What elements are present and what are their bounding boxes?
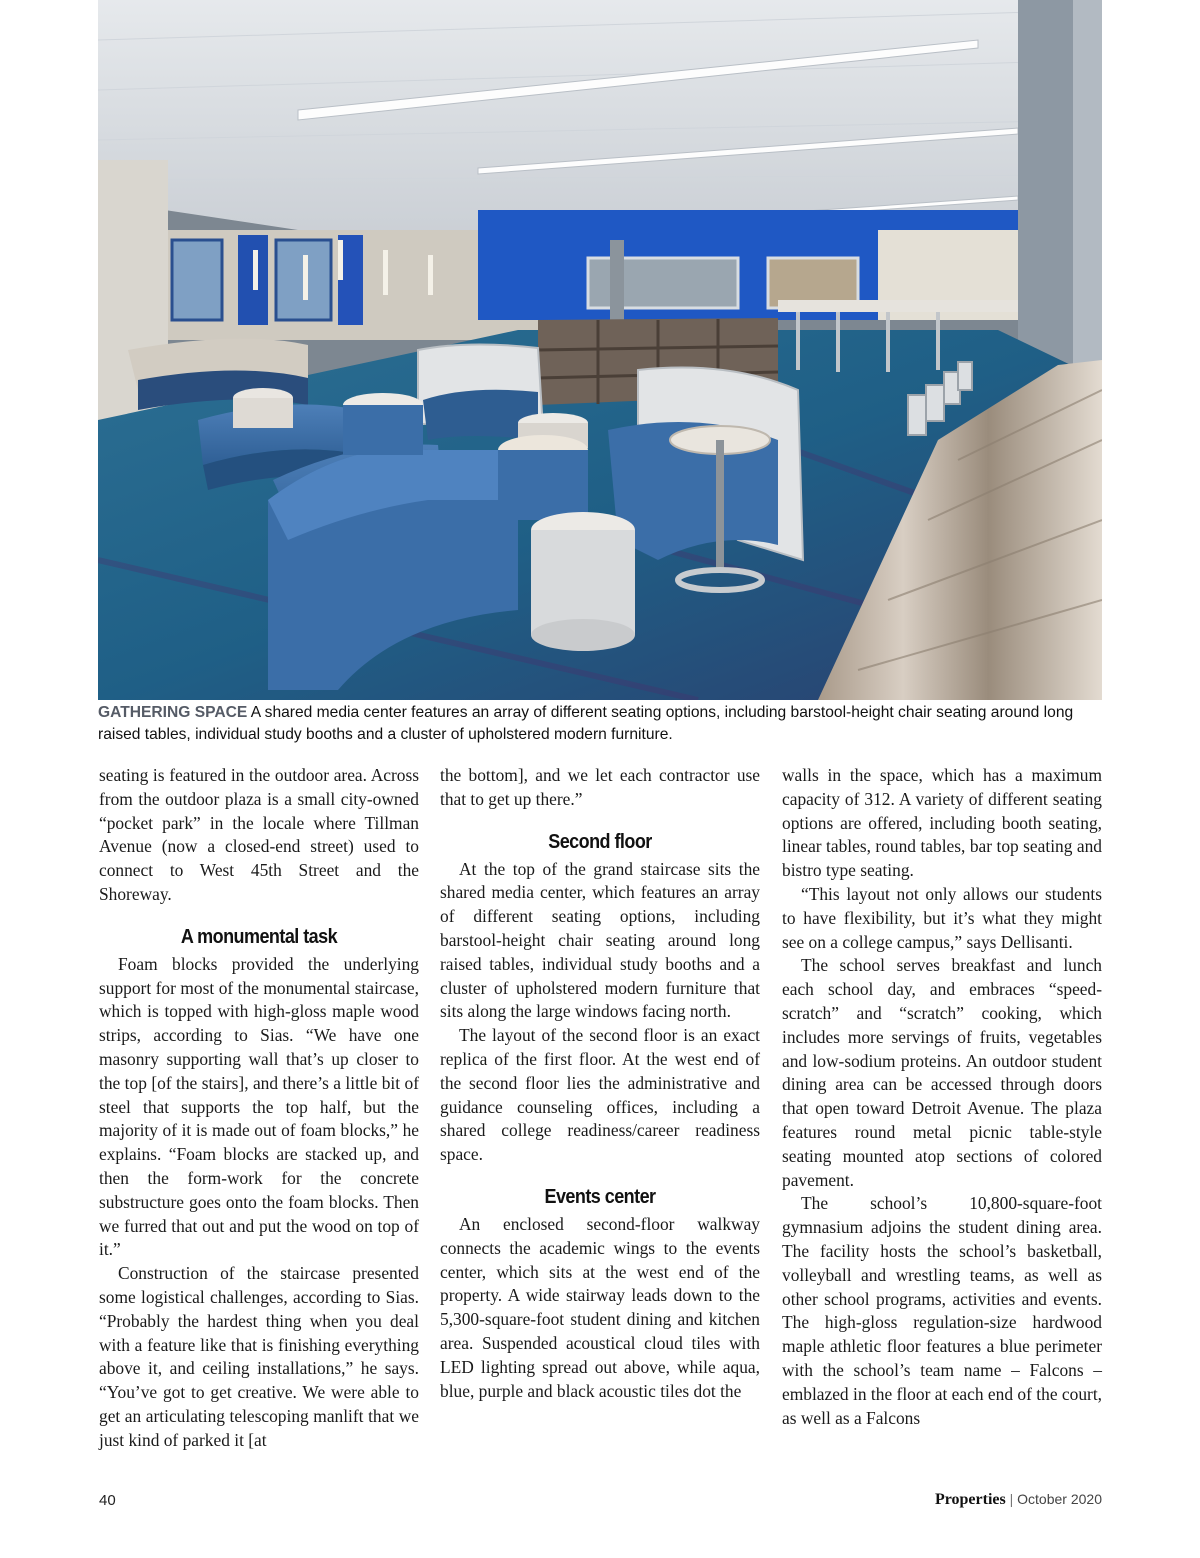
caption-lead: GATHERING SPACE bbox=[98, 704, 248, 721]
section-heading: A monumental task bbox=[180, 925, 338, 948]
paragraph: The school serves breakfast and lunch each school day, and embraces “speed-scratch” and “scratch” cooking, which includes more servings of fruits, vegetables and low-sodium proteins. An outdoor student dining area can be accessed through doors that open toward Detroit Avenue. The plaza features round metal picnic table-style seating mounted atop sections of colored pavement. bbox=[782, 955, 1102, 1190]
page-number: 40 bbox=[99, 1492, 116, 1509]
section-heading: Second floor bbox=[548, 830, 652, 853]
paragraph: The layout of the second floor is an exact replica of the first floor. At the west end of the second floor lies the administrative and guidance counseling offices, including a shared college readiness/career readiness space. bbox=[440, 1025, 760, 1165]
article-column-3 bbox=[782, 764, 1102, 1430]
paragraph: The school’s 10,800-square-foot gymnasium adjoins the student dining area. The facility hosts the school’s basketball, volleyball and wrestling teams, as well as other school programs, activities and events. The high-gloss regulation-size hardwood maple athletic floor features a blue perimeter with the school’s team name – Falcons – emblazed in the floor at each end of the court, as well as a Falcons bbox=[782, 1193, 1102, 1428]
issue-date: October 2020 bbox=[1017, 1491, 1102, 1507]
article-column-1 bbox=[99, 764, 419, 1453]
paragraph: seating is featured in the outdoor area. Across from the outdoor plaza is a small city-owned “pocket park” in the locale where Tillman Avenue (now a closed-end street) used to connect to West 45th Street and the Shoreway. bbox=[99, 765, 419, 904]
paragraph: Construction of the staircase presented some logistical challenges, according to Sias. “Probably the hardest thing when you deal with a feature like that is finishing everything above it, and ceiling installations,” he says. “You’ve got to get creative. We were able to get an articulating telescoping manlift that we just kind of parked it [at bbox=[99, 1263, 419, 1450]
paragraph: walls in the space, which has a maximum capacity of 312. A variety of different seating options are offered, including booth seating, linear tables, round tables, bar top seating and bistro type seating. bbox=[782, 765, 1102, 881]
publication-footer bbox=[935, 1491, 1102, 1509]
photo-caption bbox=[98, 702, 1104, 746]
gathering-space-photo bbox=[98, 0, 1102, 700]
paragraph: At the top of the grand staircase sits the shared media center, which features an array of different seating options, including barstool-height chair seating around long raised tables, individual study booths and a cluster of upholstered modern furniture that sits along the large windows facing north. bbox=[440, 858, 760, 1022]
caption-text: A shared media center features an array of different seating options, including barstool-height chair seating around long raised tables, individual study booths and a cluster of upholstered modern furniture. bbox=[98, 704, 1074, 743]
paragraph: An enclosed second-floor walkway connects the academic wings to the events center, which sits at the west end of the property. A wide stairway leads down to the 5,300-square-foot student dining and kitchen area. Suspended acoustical cloud tiles with LED lighting spread out above, while aqua, blue, purple and black acoustic tiles dot the bbox=[440, 1213, 760, 1401]
paragraph: “This layout not only allows our students to have flexibility, but it’s what they might see on a college campus,” says Dellisanti. bbox=[782, 883, 1102, 952]
section-heading: Events center bbox=[544, 1185, 656, 1208]
publication-name: Properties bbox=[934, 1491, 1006, 1508]
article-column-2 bbox=[440, 764, 760, 1403]
footer-separator: | bbox=[1009, 1491, 1014, 1507]
paragraph: Foam blocks provided the underlying support for most of the monumental staircase, which is topped with high-gloss maple wood strips, according to Sias. “We have one masonry supporting wall that’s up closer to the top [of the stairs], and there’s a little bit of steel that supports the top half, but the majority of it is made out of foam blocks,” he explains. “Foam blocks are stacked up, and then the form-work for the concrete substructure goes onto the foam blocks. Then we furred that out and put the wood on top of it.” bbox=[99, 953, 419, 1260]
paragraph: the bottom], and we let each contractor use that to get up there.” bbox=[440, 765, 760, 809]
